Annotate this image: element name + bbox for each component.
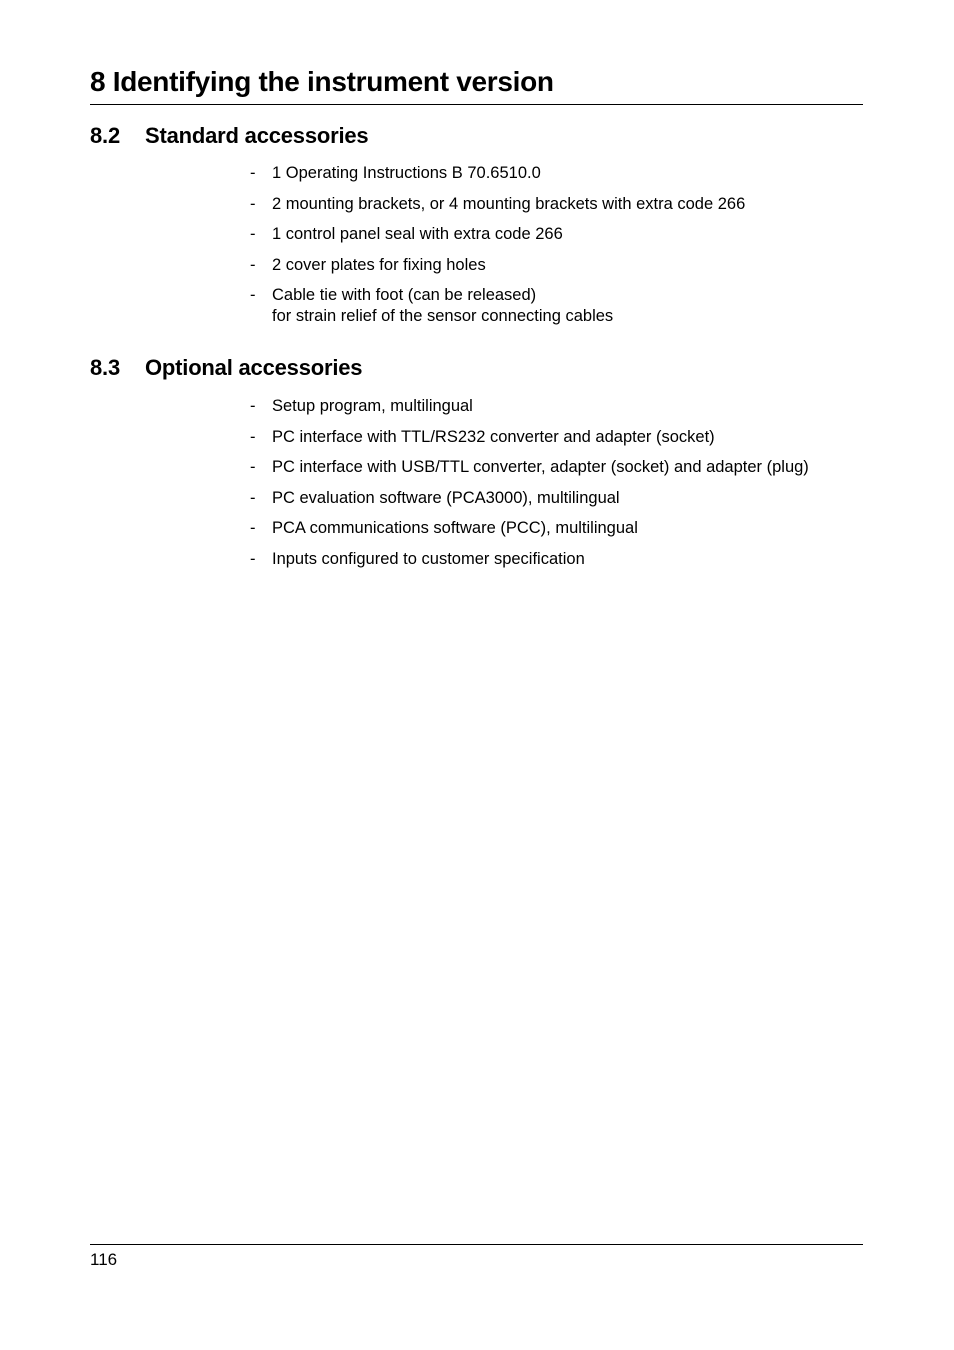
list-bullet: - xyxy=(250,427,256,446)
chapter-title-rule xyxy=(90,104,863,105)
list-item xyxy=(250,255,745,276)
section-number: 8.3 xyxy=(90,355,120,380)
list-bullet: - xyxy=(250,286,256,304)
list-bullet: - xyxy=(250,255,256,274)
list-item xyxy=(250,396,809,417)
list-item xyxy=(250,224,745,245)
section-heading-optional-accessories xyxy=(90,354,362,382)
list-bullet: - xyxy=(250,458,256,476)
list-item-text: Cable tie with foot (can be released) xyxy=(272,286,537,304)
list-item-text: PCA communications software (PCC), multilingual xyxy=(272,519,638,537)
list-item-text: Inputs configured to customer specification xyxy=(272,549,585,568)
list-bullet: - xyxy=(250,194,256,213)
list-item-text: 2 cover plates for fixing holes xyxy=(272,255,486,274)
section-number: 8.2 xyxy=(90,123,120,148)
list-item xyxy=(250,549,809,570)
list-item-text-continuation: for strain relief of the sensor connecting cables xyxy=(272,306,614,325)
standard-accessories-list xyxy=(250,163,745,336)
section-heading-standard-accessories xyxy=(90,122,368,150)
list-item-text: PC interface with USB/TTL converter, adapter (socket) and adapter (plug) xyxy=(272,458,809,476)
section-title: Standard accessories xyxy=(145,123,369,148)
list-bullet: - xyxy=(250,519,256,537)
chapter-title: 8 Identifying the instrument version xyxy=(90,66,554,97)
list-item xyxy=(250,194,745,215)
list-bullet: - xyxy=(250,488,256,507)
list-item-text: PC evaluation software (PCA3000), multilingual xyxy=(272,488,620,507)
list-item xyxy=(250,285,745,326)
list-item xyxy=(250,427,809,448)
list-item-text: 1 Operating Instructions B 70.6510.0 xyxy=(272,164,541,182)
list-bullet: - xyxy=(250,225,256,243)
list-item xyxy=(250,518,809,539)
list-item-text: 1 control panel seal with extra code 266 xyxy=(272,225,563,243)
list-bullet: - xyxy=(250,549,256,568)
list-item xyxy=(250,163,745,184)
list-item xyxy=(250,457,809,478)
list-bullet: - xyxy=(250,397,256,415)
section-title: Optional accessories xyxy=(145,355,363,380)
list-bullet: - xyxy=(250,164,256,182)
list-item-text: PC interface with TTL/RS232 converter and adapter (socket) xyxy=(272,427,715,446)
page-number: 116 xyxy=(90,1250,118,1269)
footer-rule xyxy=(90,1244,863,1245)
list-item xyxy=(250,488,809,509)
optional-accessories-list xyxy=(250,396,809,579)
list-item-text: 2 mounting brackets, or 4 mounting brackets with extra code 266 xyxy=(272,194,746,213)
list-item-text: Setup program, multilingual xyxy=(272,397,473,415)
